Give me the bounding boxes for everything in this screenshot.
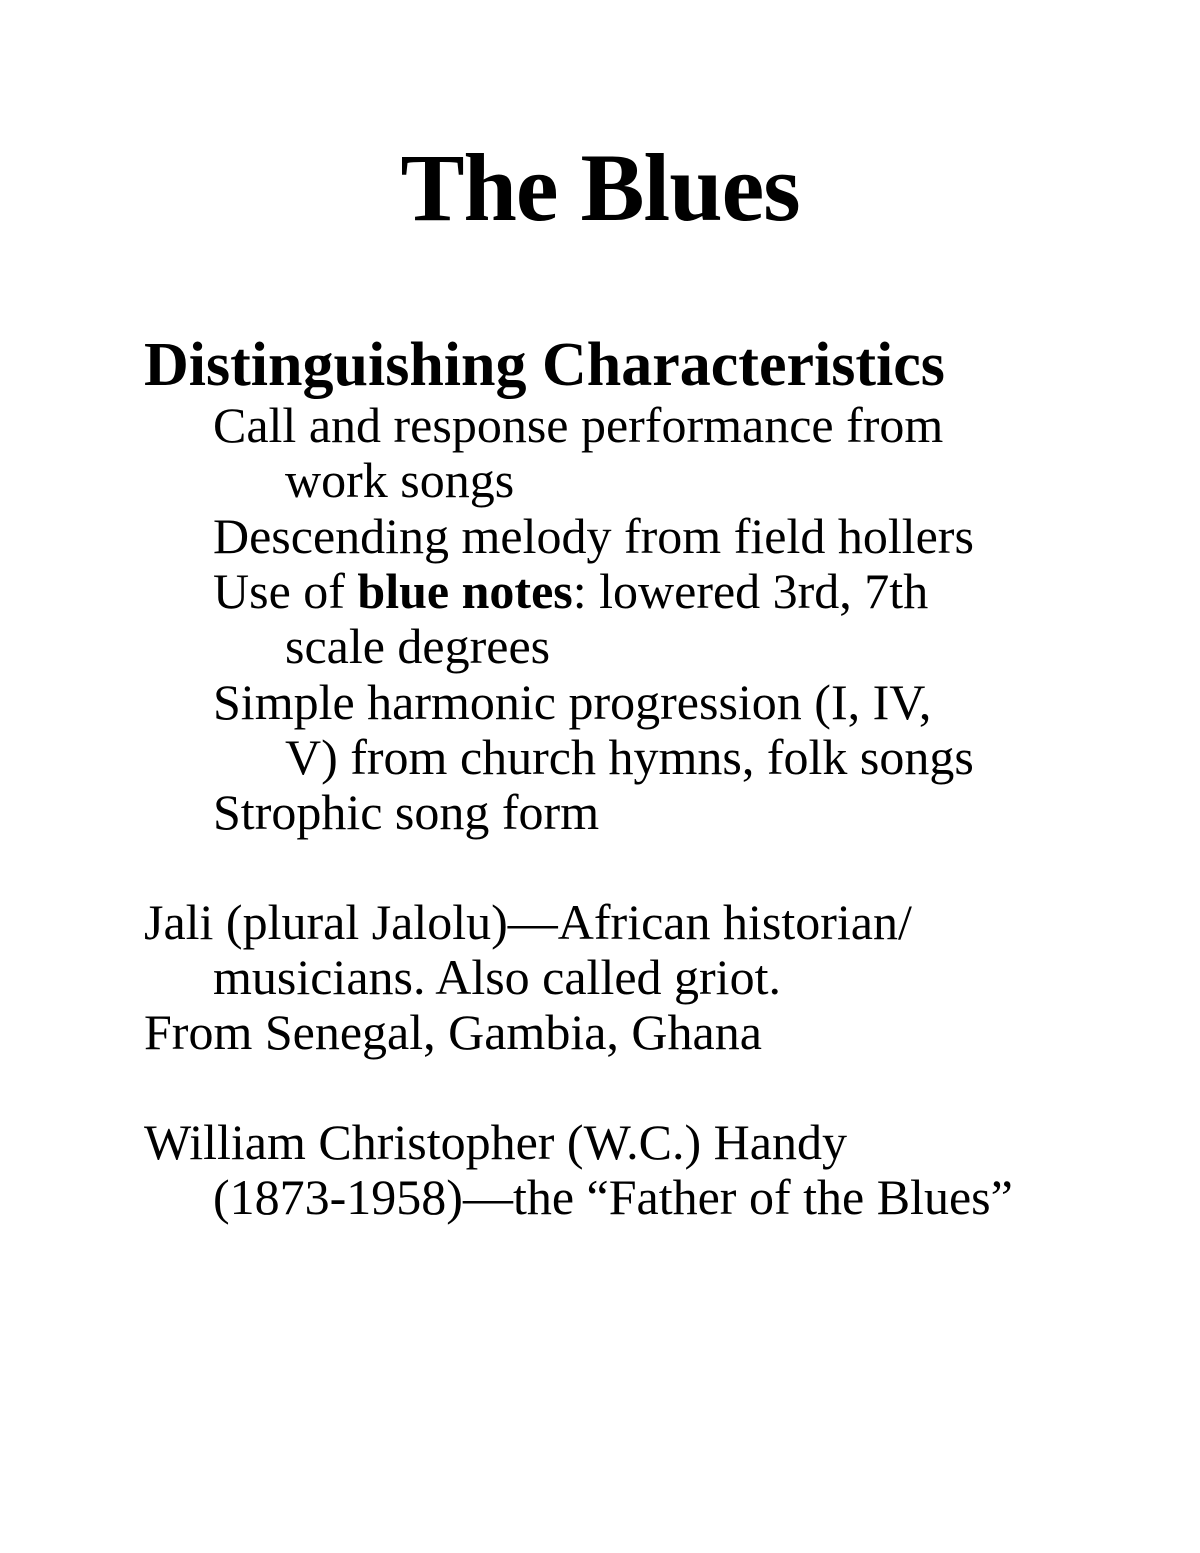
characteristic-3-prefix: Use of	[213, 563, 358, 619]
jali-line-2: musicians. Also called griot.	[213, 949, 781, 1005]
characteristic-5-line-1: Strophic song form	[213, 784, 600, 840]
handy-line-1: William Christopher (W.C.) Handy	[144, 1114, 847, 1170]
page-title: The Blues	[400, 134, 800, 241]
handy-line-2: (1873-1958)—the “Father of the Blues”	[213, 1169, 1013, 1225]
characteristic-3-suffix: : lowered 3rd, 7th	[572, 563, 929, 619]
characteristic-3-line-1	[213, 563, 928, 619]
characteristic-4-line-2: V) from church hymns, folk songs	[285, 729, 974, 785]
jali-line-3: From Senegal, Gambia, Ghana	[144, 1004, 762, 1060]
blue-notes-term: blue notes	[357, 563, 573, 619]
characteristic-1-line-1: Call and response performance from	[213, 397, 944, 453]
section-heading: Distinguishing Characteristics	[144, 331, 945, 399]
jali-line-1: Jali (plural Jalolu)—African historian/	[144, 894, 912, 950]
characteristic-2-line-1: Descending melody from field hollers	[213, 508, 974, 564]
characteristic-1-line-2: work songs	[285, 452, 515, 508]
characteristic-3-line-2: scale degrees	[285, 618, 551, 674]
characteristic-4-line-1: Simple harmonic progression (I, IV,	[213, 674, 932, 730]
